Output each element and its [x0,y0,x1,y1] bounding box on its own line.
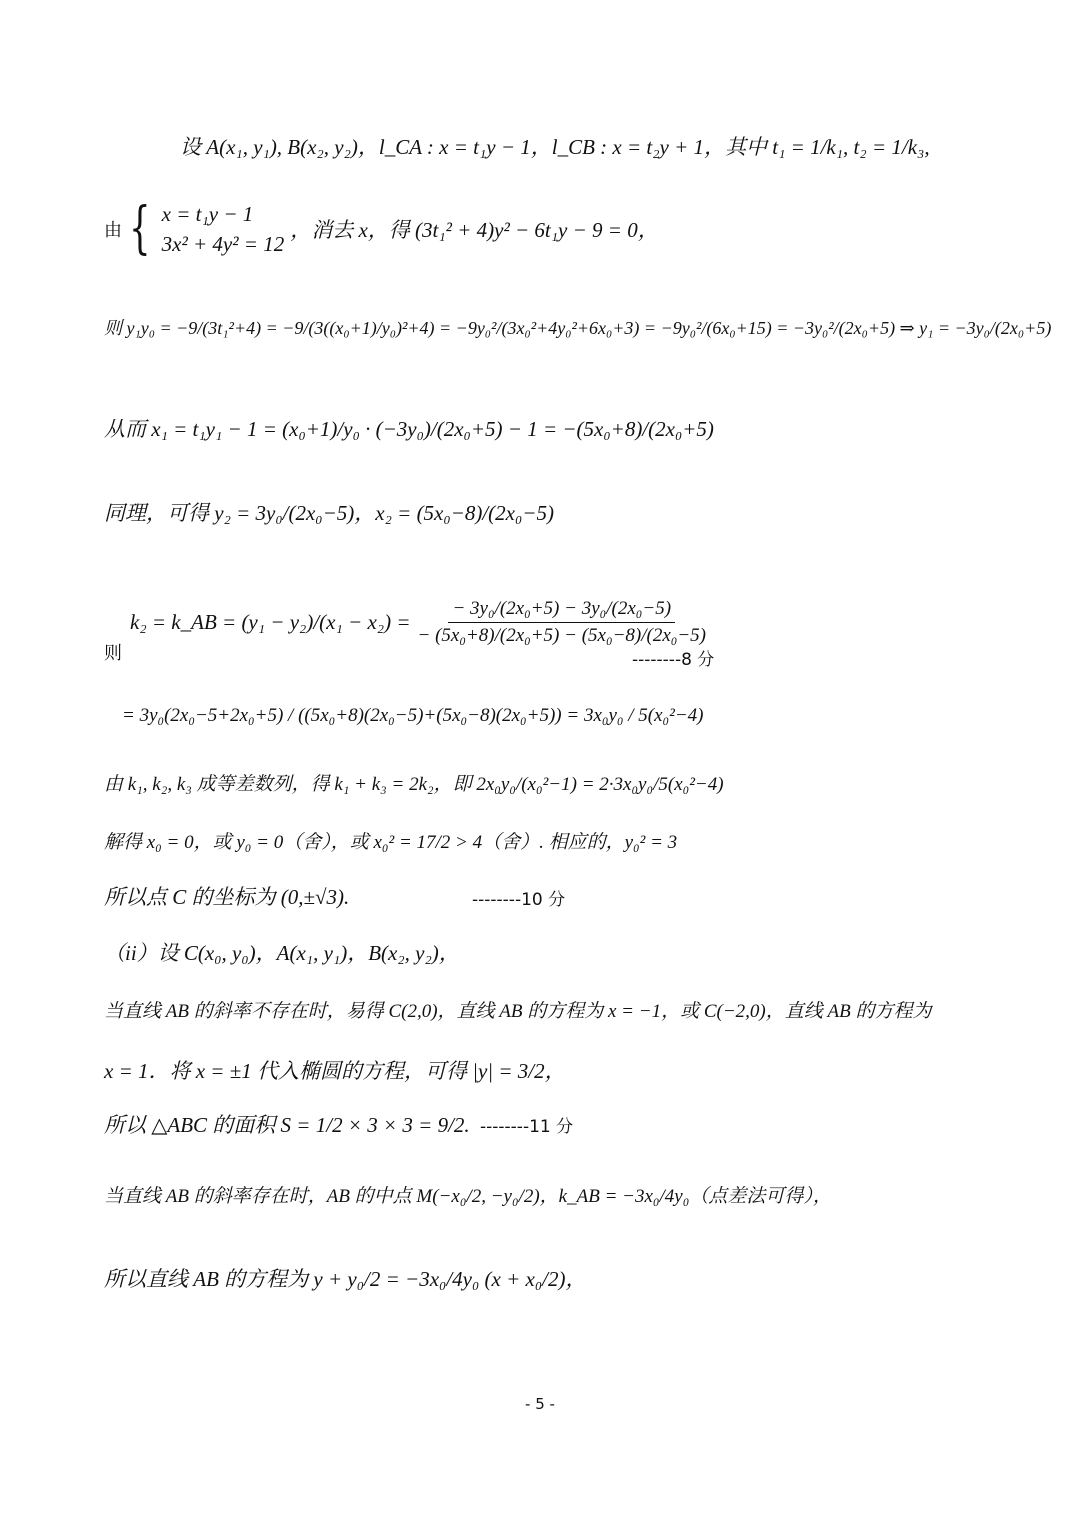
line-1-text: 设 A(x₁, y₁), B(x₂, y₂)，l_CA : x = t₁y − 1，l_CB : x = t₂y + 1，其中 t₁ = 1/k₁, t₂ = 1/k₃, [180,135,930,159]
line-4 [104,400,714,456]
line-5 [104,484,554,540]
line-1 [180,118,930,174]
compound-denominator: − (5x₀+8)/(2x₀+5) − (5x₀−8)/(2x₀−5) [417,624,707,646]
score-10: --------10 分 [472,890,566,910]
line-10-text: 所以点 C 的坐标为 (0,±√3). [104,885,350,909]
line-6-lhs: k₂ = k_AB = (y₁ − y₂)/(x₁ − x₂) = [130,609,411,634]
score-11: --------11 分 [480,1117,574,1137]
line-2-prefix: 由 [104,220,122,241]
line-10 [104,880,349,912]
line-2 [104,196,659,262]
line-12-text: 当直线 AB 的斜率不存在时，易得 C(2,0)，直线 AB 的方程为 x = −1，或 C(−2,0)，直线 AB 的方程为 [104,1000,932,1022]
line-3 [104,292,1051,362]
line-11-text: （ii）设 C(x₀, y₀)，A(x₁, y₁)，B(x₂, y₂)， [104,941,460,965]
line-12 [104,993,931,1025]
line-9-text: 解得 x₀ = 0，或 y₀ = 0（舍），或 x₀² = 17/2 > 4（舍）. 相应的，y₀² = 3 [104,831,678,853]
line-2-suffix: ，消去 x，得 (3t₁² + 4)y² − 6t₁y − 9 = 0， [290,218,659,242]
page-number: - 5 - [525,1395,555,1413]
score-8: --------8 分 [632,650,715,670]
line-8-text: 由 k₁, k₂, k₃ 成等差数列，得 k₁ + k₃ = 2k₂，即 2x₀y₀/(x₀²−1) = 2·3x₀y₀/5(x₀²−4) [104,773,724,795]
line-5-text: 同理，可得 y₂ = 3y₀/(2x₀−5)，x₂ = (5x₀−8)/(2x₀−5) [104,501,554,525]
line-16-text: 所以直线 AB 的方程为 y + y₀/2 = −3x₀/4y₀ (x + x₀/2)， [104,1267,587,1291]
line-3-text: 则 y₁y₀ = −9/(3t₁²+4) = −9/(3((x₀+1)/y₀)²+4) = −9y₀²/(3x₀²+4y₀²+6x₀+3) = −9y₀²/(6x₀+15) = −3y₀²/(2x₀+5) ⇒ y₁ = −3y₀/(2x₀+5) [104,318,1052,338]
line-6 [104,566,713,678]
line-7 [122,688,704,744]
line-13-text: x = 1．将 x = ±1 代入椭圆的方程，可得 |y| = 3/2， [104,1059,566,1083]
line-4-text: 从而 x₁ = t₁y₁ − 1 = (x₀+1)/y₀ · (−3y₀)/(2x₀+5) − 1 = −(5x₀+8)/(2x₀+5) [104,417,714,441]
line-15-text: 当直线 AB 的斜率存在时，AB 的中点 M(−x₀/2, −y₀/2)，k_AB = −3x₀/4y₀（点差法可得）， [104,1185,832,1207]
line-14 [104,1104,470,1144]
line-16 [104,1256,586,1300]
equation-system [122,196,285,261]
line-6-prefix: 则 [104,643,122,664]
system-row-1: x = t₁y − 1 [161,202,254,226]
compound-numerator: − 3y₀/(2x₀+5) − 3y₀/(2x₀−5) [448,598,675,623]
line-13 [104,1050,566,1090]
compound-fraction [414,598,711,647]
line-15 [104,1172,832,1216]
line-11 [104,936,460,968]
line-14-text: 所以 △ABC 的面积 S = 1/2 × 3 × 3 = 9/2. [104,1113,470,1137]
line-7-text: = 3y₀(2x₀−5+2x₀+5) / ((5x₀+8)(2x₀−5)+(5x₀−8)(2x₀+5)) = 3x₀y₀ / 5(x₀²−4) [122,705,704,726]
system-row-2: 3x² + 4y² = 12 [161,232,285,256]
line-8 [104,758,724,806]
line-9 [104,816,677,864]
brace-symbol: { [129,196,151,261]
